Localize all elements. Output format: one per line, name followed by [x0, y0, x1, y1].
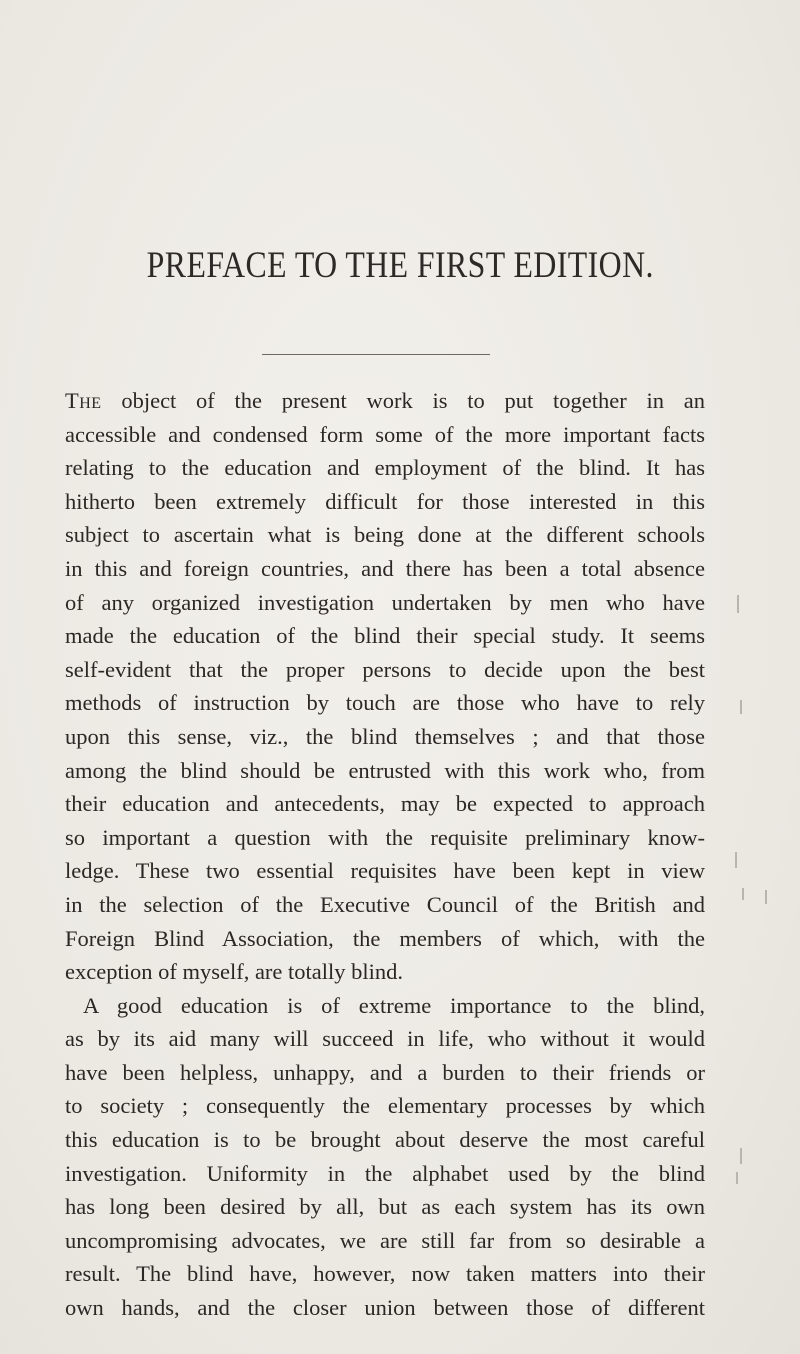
text-line: subject to ascertain what is being done at the different schools	[65, 522, 705, 548]
margin-mark	[736, 1172, 738, 1184]
title-divider	[262, 354, 490, 355]
text-line: methods of instruction by touch are those who have to rely	[65, 690, 705, 716]
text-line: uncompromising advocates, we are still far from so desirable a	[65, 1227, 705, 1253]
text-line: hitherto been extremely difficult for those interested in this	[65, 488, 705, 514]
text-line: ledge. These two essential requisites have been kept in view	[65, 858, 705, 884]
paragraph-1	[65, 384, 705, 989]
margin-mark	[765, 890, 767, 904]
text-line: investigation. Uniformity in the alphabet used by the blind	[65, 1160, 705, 1186]
paragraph-2	[65, 989, 705, 1023]
text-line: their education and antecedents, may be expected to approach	[65, 791, 705, 817]
text-line: has long been desired by all, but as each system has its own	[65, 1194, 705, 1220]
text-line: this education is to be brought about deserve the most careful	[65, 1127, 705, 1153]
margin-mark	[735, 852, 737, 868]
margin-mark	[742, 888, 744, 900]
text-line: so important a question with the requisite preliminary know-	[65, 824, 705, 850]
text-line: own hands, and the closer union between those of different	[65, 1295, 705, 1321]
paragraph-2-continued	[65, 1022, 705, 1324]
page-title: PREFACE TO THE FIRST EDITION.	[146, 245, 654, 286]
text-line: A good education is of extreme importance to the blind,	[83, 992, 705, 1018]
text-line: exception of myself, are totally blind.	[65, 959, 404, 985]
text-line: relating to the education and employment of the blind. It has	[65, 455, 705, 481]
text-line: to society ; consequently the elementary processes by which	[65, 1093, 705, 1119]
text-line: in the selection of the Executive Council of the British and	[65, 891, 705, 917]
text-line: in this and foreign countries, and there has been a total absence	[65, 555, 705, 581]
text-line: have been helpless, unhappy, and a burden to their friends or	[65, 1059, 705, 1085]
margin-mark	[737, 595, 739, 613]
text-line: among the blind should be entrusted with this work who, from	[65, 757, 705, 783]
margin-mark	[740, 1148, 742, 1164]
text-line: self-evident that the proper persons to decide upon the best	[65, 656, 705, 682]
text-line: of any organized investigation undertaken by men who have	[65, 589, 705, 615]
text-line: made the education of the blind their special study. It seems	[65, 623, 705, 649]
lead-word: The	[65, 388, 102, 413]
text-line: result. The blind have, however, now taken matters into their	[65, 1261, 705, 1287]
text-line: as by its aid many will succeed in life, who without it would	[65, 1026, 705, 1052]
text-line: accessible and condensed form some of the more important facts	[65, 421, 705, 447]
text-line: The object of the present work is to put together in an	[65, 388, 705, 413]
text-line: upon this sense, viz., the blind themselves ; and that those	[65, 723, 705, 749]
preface-body	[65, 384, 705, 1325]
text-line: Foreign Blind Association, the members of which, with the	[65, 925, 705, 951]
margin-mark	[740, 700, 742, 714]
